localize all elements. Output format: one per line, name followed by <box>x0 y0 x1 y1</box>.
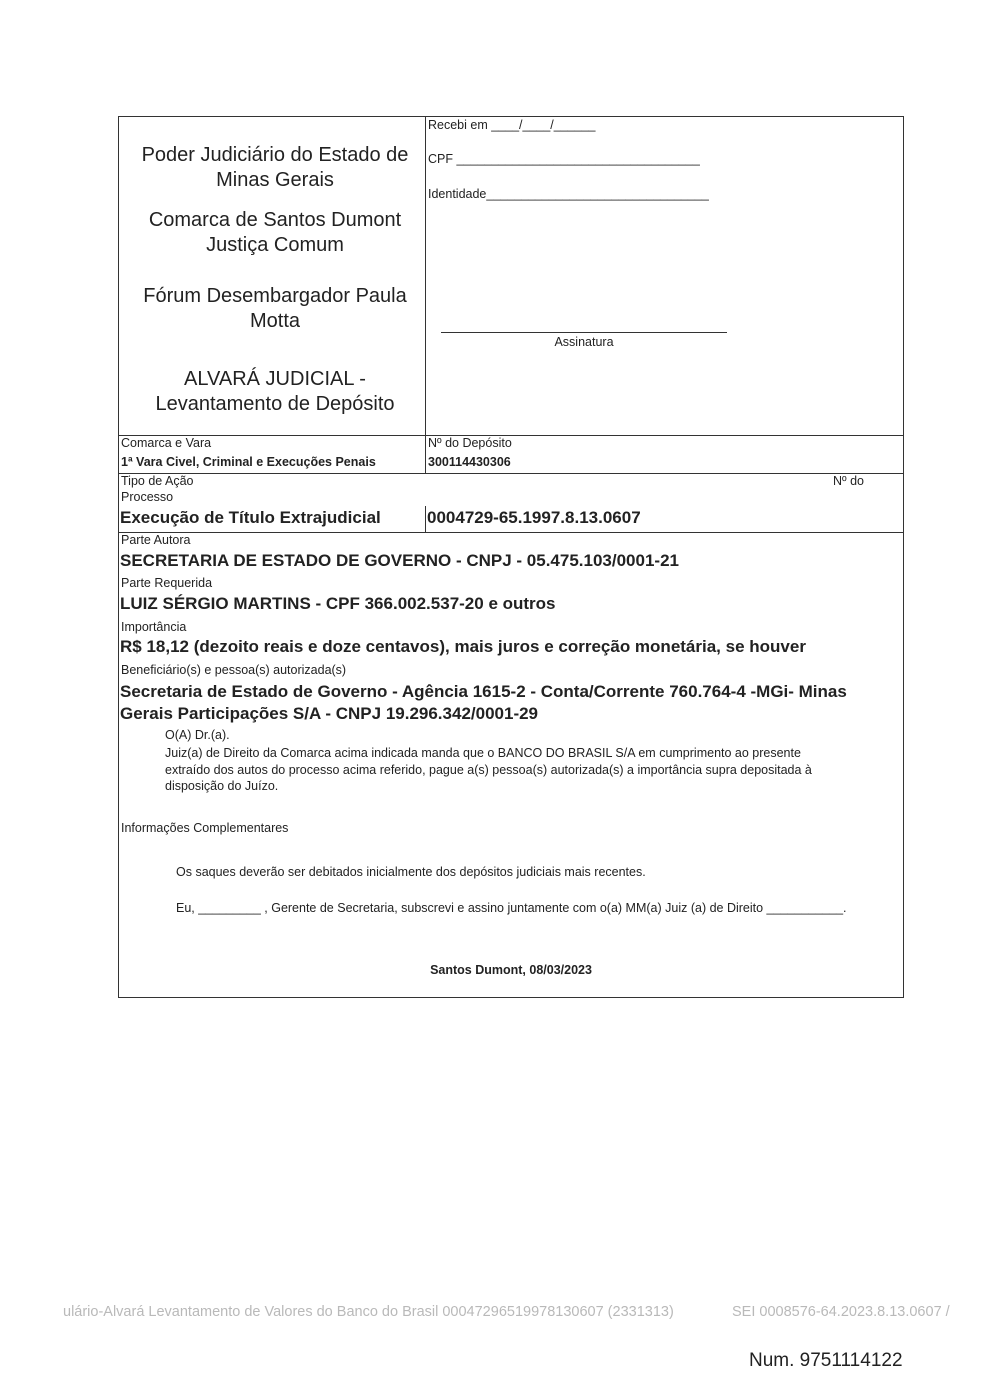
signature-line[interactable] <box>441 332 727 333</box>
num-do-label: Nº do <box>833 474 864 488</box>
importancia-label: Importância <box>121 620 187 634</box>
col-divider <box>425 435 426 473</box>
identidade-field[interactable]: Identidade________________________________ <box>428 187 709 201</box>
signature-statement: Eu, _________ , Gerente de Secretaria, subscrevi e assino juntamente com o(a) MM(a) Juiz (a) de Direito ___________. <box>176 901 847 915</box>
info-complementares-label: Informações Complementares <box>121 821 289 835</box>
document-number: Num. 9751114122 <box>749 1350 903 1371</box>
tipo-acao-value: Execução de Título Extrajudicial <box>120 508 381 527</box>
footer-document-ref: ulário-Alvará Levantamento de Valores do Banco do Brasil 00047296519978130607 (2331313) <box>63 1304 674 1320</box>
beneficiario-label: Beneficiário(s) e pessoa(s) autorizada(s) <box>121 663 347 677</box>
salutation: O(A) Dr.(a). <box>165 728 230 742</box>
processo-value: 0004729-65.1997.8.13.0607 <box>427 508 641 527</box>
parte-autora-label: Parte Autora <box>121 533 191 547</box>
assinatura-label: Assinatura <box>554 335 614 349</box>
recebi-em-field[interactable]: Recebi em ____/____/______ <box>428 118 596 132</box>
deposito-value: 300114430306 <box>428 455 511 469</box>
importancia-value: R$ 18,12 (dezoito reais e doze centavos), mais juros e correção monetária, se houver <box>120 637 806 656</box>
parte-autora-value: SECRETARIA DE ESTADO DE GOVERNO - CNPJ - 05.475.103/0001-21 <box>120 551 679 570</box>
header-divider <box>425 117 426 435</box>
comarca-vara-value: 1ª Vara Civel, Criminal e Execuções Penais <box>121 455 376 469</box>
forum-name: Fórum Desembargador Paula Motta <box>143 285 407 332</box>
document-title: ALVARÁ JUDICIAL - Levantamento de Depósito <box>155 368 395 415</box>
comarca-name: Comarca de Santos Dumont Justiça Comum <box>148 209 402 256</box>
row-divider <box>119 532 903 533</box>
deposito-label: Nº do Depósito <box>428 436 512 450</box>
col-divider <box>425 506 426 532</box>
order-paragraph: Juiz(a) de Direito da Comarca acima indicada manda que o BANCO DO BRASIL S/A em cumprimento ao presente extraído dos autos do processo acima referido, pague a(s) pessoa(s) autorizada(s) a importância supra depositada à disposição do Juízo. <box>165 746 812 793</box>
row-divider <box>119 473 903 474</box>
saques-text: Os saques deverão ser debitados inicialmente dos depósitos judiciais mais recentes. <box>176 865 646 879</box>
comarca-vara-label: Comarca e Vara <box>121 436 212 450</box>
footer-sei-ref: SEI 0008576-64.2023.8.13.0607 / <box>732 1304 950 1320</box>
alvara-form <box>118 116 904 998</box>
place-date: Santos Dumont, 08/03/2023 <box>430 963 592 977</box>
beneficiario-value: Secretaria de Estado de Governo - Agência 1615-2 - Conta/Corrente 760.764-4 -MGi- Minas Gerais Participações S/A - CNPJ 19.296.342/0001-29 <box>120 682 847 723</box>
parte-requerida-label: Parte Requerida <box>121 576 213 590</box>
court-name: Poder Judiciário do Estado de Minas Gerais <box>141 144 409 191</box>
tipo-acao-label: Tipo de Ação Processo <box>121 474 194 504</box>
parte-requerida-value: LUIZ SÉRGIO MARTINS - CPF 366.002.537-20 e outros <box>120 594 556 613</box>
cpf-field[interactable]: CPF ___________________________________ <box>428 152 700 166</box>
